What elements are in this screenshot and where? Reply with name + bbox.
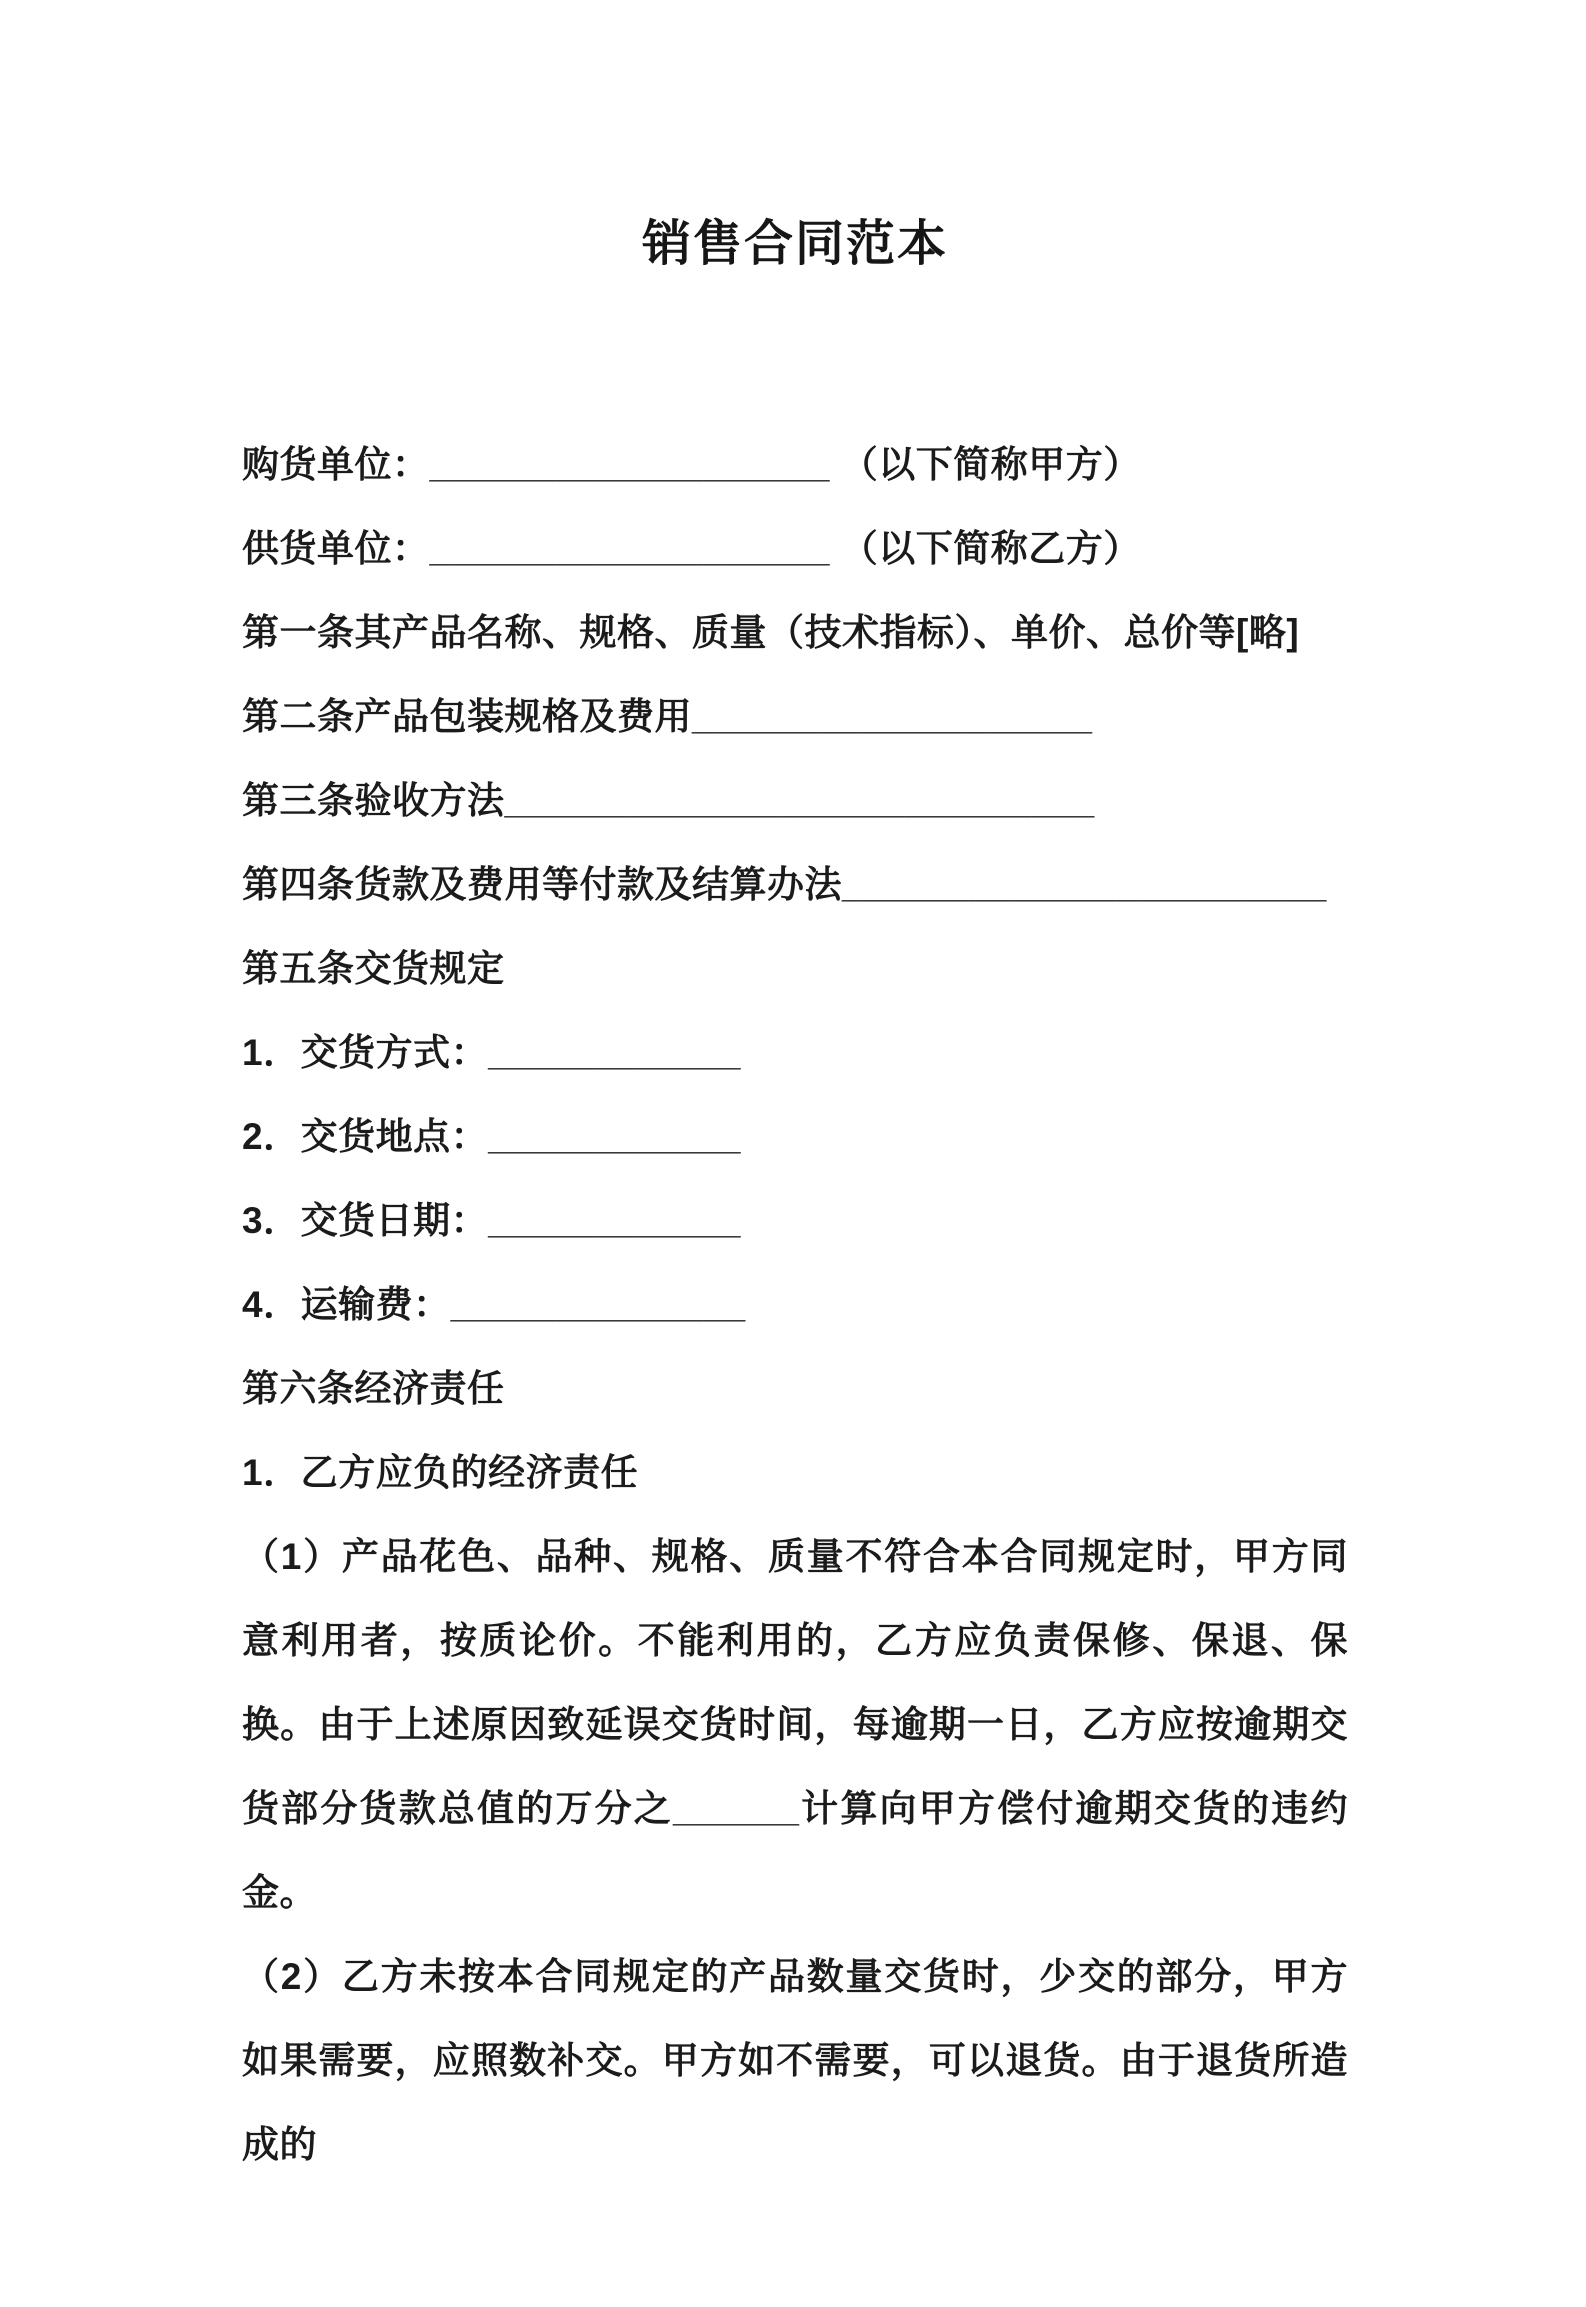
- document-title: 销售合同范本: [641, 217, 948, 271]
- paragraph-party-b-liability: 1．乙方应负的经济责任: [242, 1452, 639, 1493]
- paragraph-liability-item-1: （1）产品花色、品种、规格、质量不符合本合同规定时，甲方同意利用者，按质论价。不能利用的，乙方应负责保修、保退、保换。由于上述原因致延误交货时间，每逾期一日，乙方应按逾期交货部分货款总值的万分之______计算向甲方偿付逾期交货的违约金。: [242, 1536, 1348, 1913]
- paragraph-buyer-unit: 购货单位：___________________ （以下简称甲方）: [242, 444, 1141, 485]
- paragraph-liability-item-2: （2）乙方未按本合同规定的产品数量交货时，少交的部分，甲方如果需要，应照数补交。甲方如不需要，可以退货。由于退货所造成的: [242, 1956, 1348, 2165]
- paragraph-delivery-date: 3．交货日期：____________: [242, 1200, 742, 1241]
- paragraph-supplier-unit: 供货单位：___________________ （以下简称乙方）: [242, 528, 1141, 569]
- document-body: [242, 423, 1348, 2187]
- paragraph-clause-5: 第五条交货规定: [242, 948, 505, 989]
- paragraph-delivery-place: 2．交货地点：____________: [242, 1116, 742, 1157]
- paragraph-freight-fee: 4．运输费：______________: [242, 1284, 746, 1325]
- paragraph-clause-3: 第三条验收方法____________________________: [242, 780, 1095, 821]
- paragraph-clause-1: 第一条其产品名称、规格、质量（技术指标）、单价、总价等[略]: [242, 612, 1300, 653]
- paragraph-clause-6: 第六条经济责任: [242, 1368, 505, 1409]
- paragraph-delivery-method: 1．交货方式：____________: [242, 1032, 742, 1073]
- paragraph-clause-4: 第四条货款及费用等付款及结算办法_______________________: [242, 864, 1327, 905]
- paragraph-clause-2: 第二条产品包装规格及费用___________________: [242, 696, 1093, 737]
